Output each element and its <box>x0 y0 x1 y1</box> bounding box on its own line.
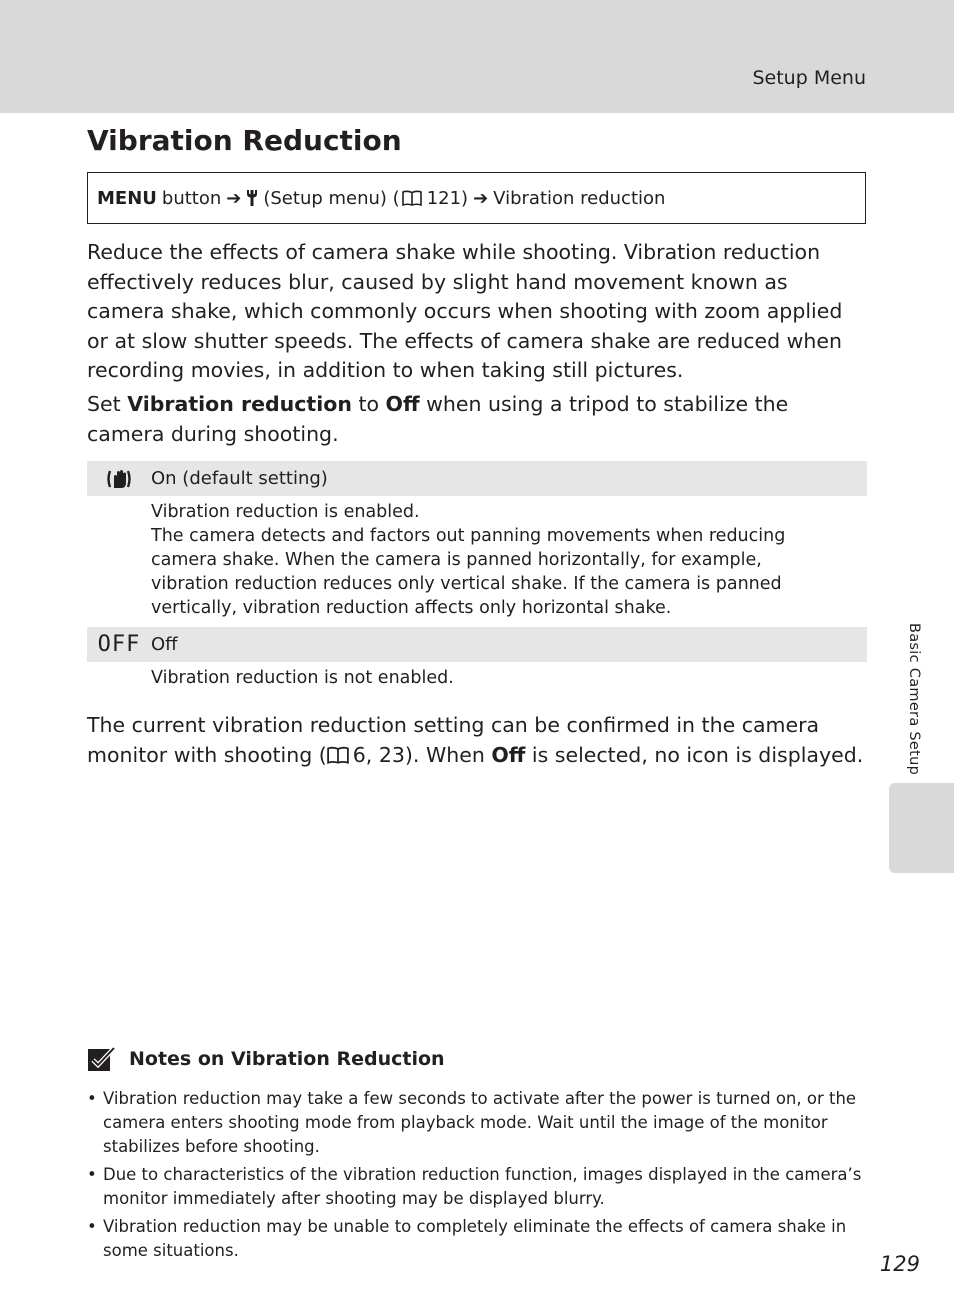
vr-hand-icon <box>87 468 151 490</box>
option-off-label: Off <box>151 634 178 655</box>
notes-list <box>87 1087 867 1267</box>
list-item: • Due to characteristics of the vibration reduction function, images displayed in the camera’s monitor immediately after shooting may be displayed blurry. <box>87 1165 862 1208</box>
option-off-header <box>87 627 867 662</box>
menu-path-target: Vibration reduction <box>493 187 666 209</box>
option-off-description: Vibration reduction is not enabled. <box>151 668 454 688</box>
menu-path-button-text: button <box>161 187 222 209</box>
notes-heading <box>87 1046 445 1072</box>
menu-path-box <box>87 172 866 224</box>
intro-paragraph: Reduce the effects of camera shake while shooting. Vibration reduction effectively reduces blur, caused by slight hand movement known as camera shake, which commonly occurs when shooting with zoom applied or at slow shutter speeds. The effects of camera shake are reduced when recording movies, in addition to when taking still pictures. <box>87 240 843 382</box>
section-label: Setup Menu <box>752 67 866 89</box>
arrow-right-icon: ➔ <box>473 187 489 209</box>
option-on-header <box>87 461 867 496</box>
page-number: 129 <box>879 1252 920 1276</box>
notes-title: Notes on Vibration Reduction <box>129 1048 445 1070</box>
book-ref-icon <box>402 190 422 206</box>
header-band <box>0 0 954 113</box>
checkmark-icon <box>87 1046 117 1072</box>
chapter-tab <box>889 783 954 873</box>
book-ref-icon <box>327 743 349 773</box>
confirm-paragraph: The current vibration reduction setting can be confirmed in the camera monitor with shooting ( 6, 23). When Off is selected, no icon is displayed. <box>87 711 869 772</box>
menu-button-label: MENU <box>97 187 157 209</box>
page-title: Vibration Reduction <box>87 124 402 157</box>
list-item: • Vibration reduction may be unable to completely eliminate the effects of camera shake in some situations. <box>87 1217 847 1260</box>
wrench-icon <box>246 189 258 207</box>
option-on-description: Vibration reduction is enabled. The camera detects and factors out panning movements when reducing camera shake. When the camera is panned horizontally, for example, vibration reduction reduces only vertical shake. If the camera is panned vertically, vibration reduction affects only horizontal shake. <box>151 502 786 618</box>
tripod-paragraph: Set Vibration reduction to Off when using a tripod to stabilize the camera during shooting. <box>87 392 789 446</box>
arrow-right-icon: ➔ <box>226 187 242 209</box>
menu-path-ref-page: 121) <box>426 187 469 209</box>
off-icon: OFF <box>97 632 141 657</box>
option-on-label: On (default setting) <box>151 468 328 489</box>
chapter-side-label: Basic Camera Setup <box>906 623 922 776</box>
menu-path-setup-menu: (Setup menu) ( <box>263 187 400 209</box>
list-item: • Vibration reduction may take a few seconds to activate after the power is turned on, or the camera enters shooting mode from playback mode. Wait until the image of the monitor stabilizes before shooting. <box>87 1089 857 1156</box>
